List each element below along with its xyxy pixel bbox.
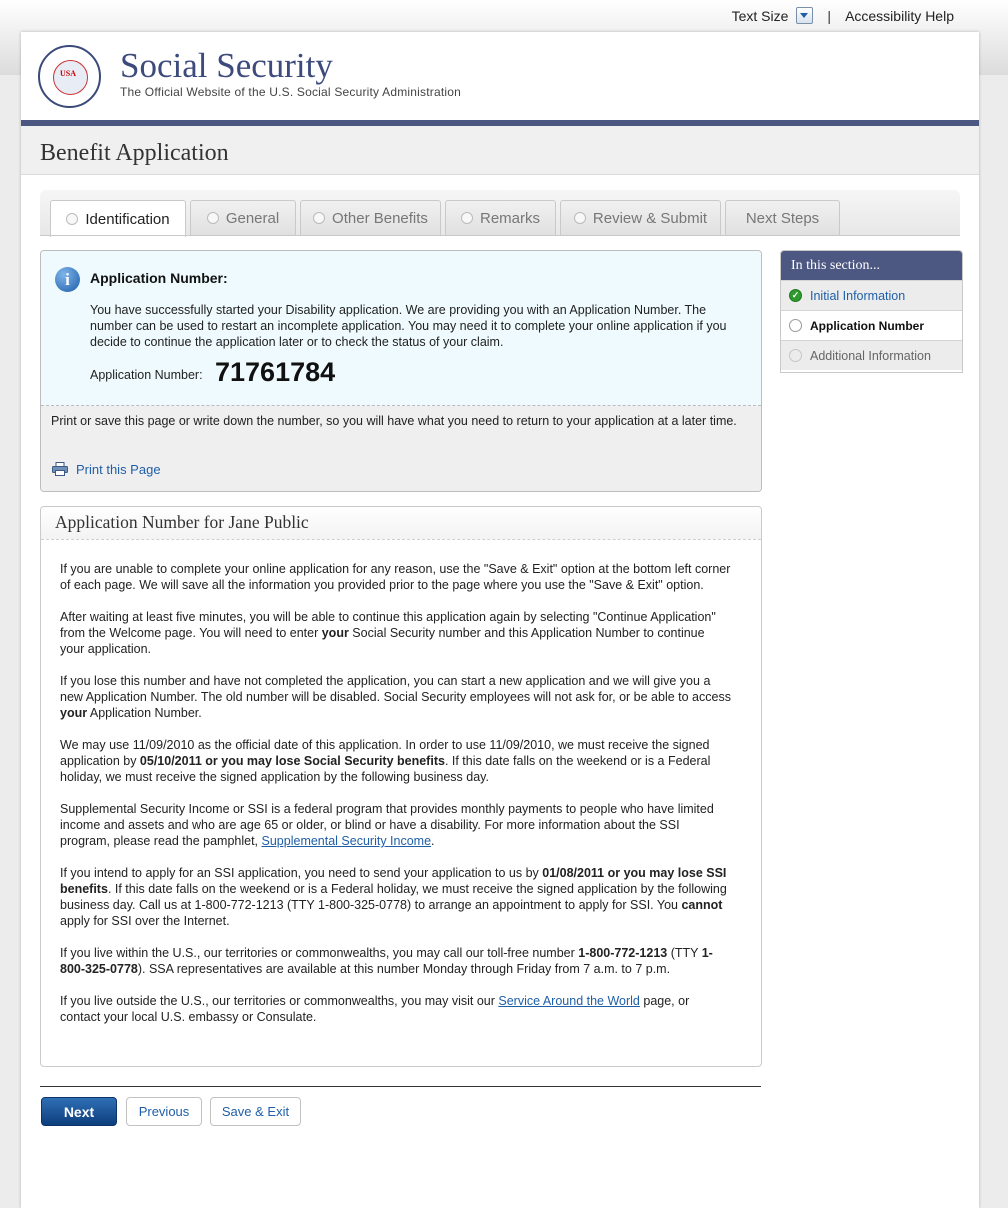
notice-top [41, 251, 761, 406]
print-page-link[interactable]: Print this Page [76, 462, 161, 477]
tab-label: Remarks [479, 209, 540, 227]
tab-other-benefits[interactable] [300, 200, 441, 235]
save-exit-button[interactable]: Save & Exit [210, 1097, 301, 1126]
details-header [41, 507, 761, 540]
print-instructions: Print or save this page or write down the number, so you will have what you need to return to your application at a later time. [51, 414, 737, 428]
title-bar [21, 126, 979, 175]
utility-bar [732, 7, 954, 24]
site-header [21, 32, 979, 120]
text-size-dropdown-icon[interactable] [796, 7, 813, 24]
tab-label: Identification [85, 210, 170, 228]
current-circle-icon [789, 319, 802, 332]
page-container [21, 32, 979, 1208]
checkmark-icon: ✓ [789, 289, 802, 302]
application-number-notice [40, 250, 762, 492]
tab-status-circle-icon [66, 213, 78, 225]
sidebar-item-label: Additional Information [810, 349, 931, 363]
application-number-value: 71761784 [215, 357, 336, 387]
ssi-pamphlet-link[interactable]: Supplemental Security Income [261, 834, 432, 848]
paragraph-ssi-info: Supplemental Security Income or SSI is a federal program that provides monthly payments to people who have limited income and assets and who are age 65 or older, or blind or have a disability. For more information about the SSI program, please read the pamphlet, Supplemental Security Income. [60, 802, 714, 848]
sidebar-heading: In this section... [781, 251, 962, 280]
service-around-world-link[interactable]: Service Around the World [498, 994, 640, 1008]
sidebar-item-application-number [781, 310, 962, 340]
tab-status-circle-icon [461, 212, 473, 224]
tab-status-circle-icon [313, 212, 325, 224]
tab-label: Next Steps [745, 209, 820, 227]
paragraph-ssi-apply: If you intend to apply for an SSI application, you need to send your application to us by 01/08/2011 or you may lose SSI benefits. If this date falls on the weekend or is a Federal holiday, we must receive the signed application by the following business day. Call us at 1-800-772-1213 (TTY 1-800-325-0778) to arrange an appointment to apply for SSI. You cannot apply for SSI over the Internet. [60, 866, 727, 928]
paragraph-outside-us: If you live outside the U.S., our territories or commonwealths, you may visit our Service Around the World page, or contact your local U.S. embassy or Consulate. [60, 994, 690, 1024]
paragraph-continue: After waiting at least five minutes, you will be able to continue this application again by selecting "Continue Application" from the Welcome page. You will need to enter your Social Security number and this Application Number to continue your application. [60, 610, 716, 656]
paragraph-lost-number: If you lose this number and have not completed the application, you can start a new application and we will give you a new Application Number. The old number will be disabled. Social Security employees will not ask for, or be able to access your Application Number. [60, 674, 731, 720]
printer-icon[interactable] [52, 462, 68, 476]
tabs-baseline [40, 235, 960, 236]
accessibility-help-link[interactable]: Accessibility Help [845, 7, 954, 24]
paragraph-save-exit: If you are unable to complete your online application for any reason, use the "Save & Exit" option at the bottom left corner of each page. We will save all the information you provided prior to the page where you use the "Save & Exit" option. [60, 562, 731, 592]
sidebar-item-additional-information [781, 340, 962, 370]
tab-next-steps[interactable] [725, 200, 840, 235]
tab-status-circle-icon [207, 212, 219, 224]
tab-status-circle-icon [574, 212, 586, 224]
sidebar-item-label: Initial Information [810, 289, 906, 303]
details-body [60, 561, 732, 1041]
tab-remarks[interactable] [445, 200, 556, 235]
application-number-label: Application Number: [90, 368, 203, 382]
notice-heading: Application Number: [90, 270, 228, 286]
site-title[interactable]: Social Security [120, 46, 333, 85]
paragraph-official-date: We may use 11/09/2010 as the official date of this application. In order to use 11/09/2010, we must receive the signed application by 05/10/2011 or you may lose Social Security benefits. If this date falls on the weekend or is a Federal holiday, we must receive the signed application by the following business day. [60, 738, 711, 784]
seal-usa-text: USA [60, 69, 77, 78]
previous-button[interactable]: Previous [126, 1097, 202, 1126]
tab-label: General [225, 209, 280, 227]
next-button[interactable]: Next [41, 1097, 117, 1126]
tab-review-submit[interactable] [560, 200, 721, 235]
notice-bottom [41, 406, 761, 491]
tab-general[interactable] [190, 200, 296, 235]
utility-separator: | [827, 7, 832, 24]
info-icon: i [55, 267, 80, 292]
site-subtitle: The Official Website of the U.S. Social Security Administration [120, 85, 461, 99]
pending-circle-icon [789, 349, 802, 362]
notice-text: You have successfully started your Disability application. We are providing you with an Application Number. The number can be used to restart an incomplete application. You may need it to complete your online application if you decide to continue the application later or to check the status of your claim. [90, 303, 727, 349]
tab-label: Review & Submit [592, 209, 708, 227]
button-divider [40, 1086, 761, 1087]
tab-label: Other Benefits [332, 209, 428, 227]
ssa-seal-logo[interactable] [38, 45, 101, 108]
text-size-label[interactable]: Text Size [731, 7, 789, 24]
details-title: Application Number for Jane Public [55, 512, 309, 532]
sidebar-item-label: Application Number [810, 319, 925, 333]
section-sidebar [780, 250, 963, 373]
paragraph-toll-free: If you live within the U.S., our territories or commonwealths, you may call our toll-free number 1-800-772-1213 (TTY 1-800-325-0778). SSA representatives are available at this number Monday through Friday from 7 a.m. to 7 p.m. [60, 946, 713, 976]
sidebar-item-initial-information[interactable] [781, 280, 962, 310]
tab-identification[interactable] [50, 200, 186, 237]
page-title: Benefit Application [40, 140, 229, 166]
application-number-details [40, 506, 762, 1067]
